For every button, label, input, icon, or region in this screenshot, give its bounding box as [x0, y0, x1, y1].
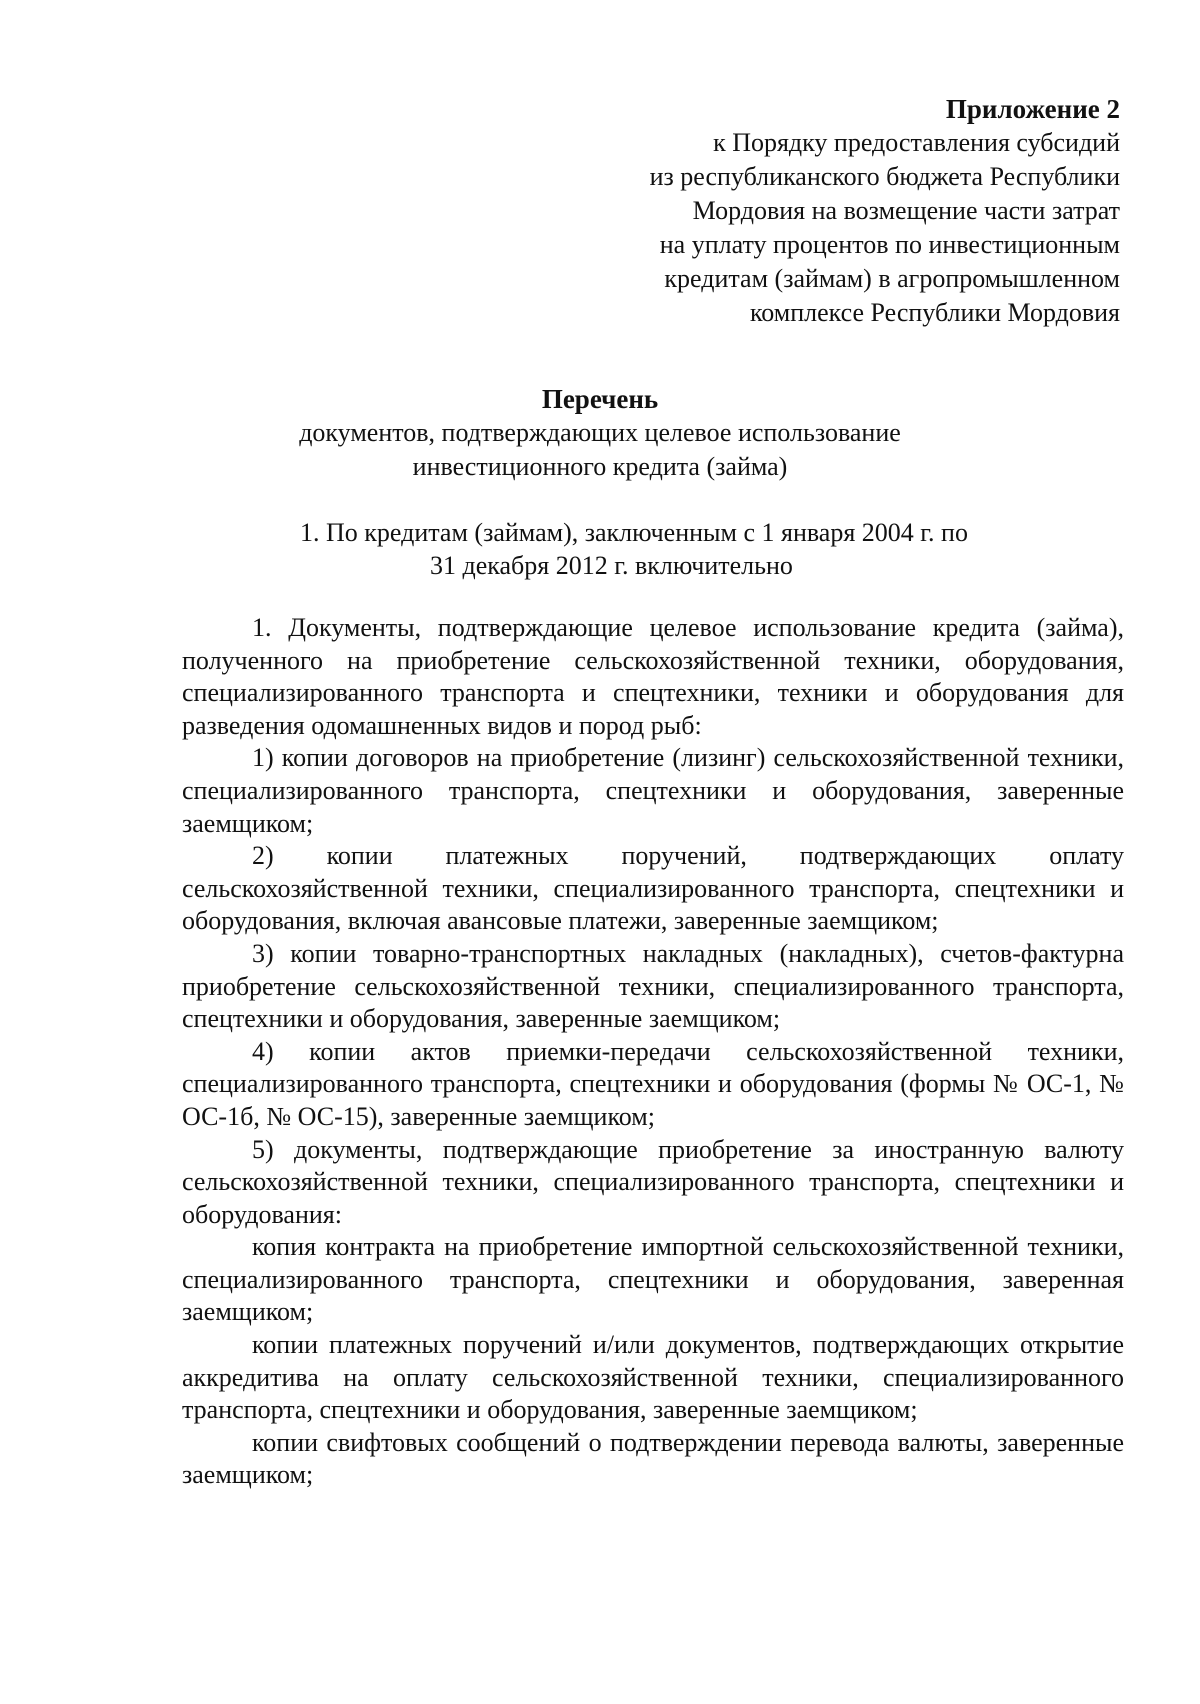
paragraph: 4) копии актов приемки-передачи сельскохозяйственной техники, специализированного транспорта, спецтехники и оборудования (формы № ОС-1, № ОС-1б, № ОС-15), заверенные заемщиком;	[182, 1036, 1124, 1131]
section-heading-line: 1. По кредитам (займам), заключенным с 1 января 2004 г. по	[300, 518, 968, 547]
document-heading	[0, 382, 1200, 484]
paragraph: 5) документы, подтверждающие приобретение за иностранную валюту сельскохозяйственной техники, специализированного транспорта, спецтехники и оборудования:	[182, 1134, 1124, 1229]
appendix-title: Приложение 2	[945, 94, 1120, 124]
paragraph: 1. Документы, подтверждающие целевое использование кредита (займа), полученного на приобретение сельскохозяйственной техники, оборудования, специализированного транспорта и спецтехники, техники и оборудования для разведения одомашненных видов и пород рыб:	[182, 613, 1124, 740]
paragraph: 2) копии платежных поручений, подтверждающих оплату сельскохозяйственной техники, специализированного транспорта, спецтехники и оборудования, включая авансовые платежи, заверенные заемщиком;	[182, 841, 1124, 936]
paragraph: 1) копии договоров на приобретение (лизинг) сельскохозяйственной техники, специализированного транспорта, спецтехники и оборудования, заверенные заемщиком;	[182, 743, 1124, 838]
paragraph: 3) копии товарно-транспортных накладных (накладных), счетов-фактурна приобретение сельскохозяйственной техники, специализированного транспорта, спецтехники и оборудования, заверенные заемщиком;	[182, 938, 1124, 1034]
appendix-line: Мордовия на возмещение части затрат	[692, 196, 1120, 225]
appendix-line: комплексе Республики Мордовия	[749, 298, 1120, 327]
appendix-line: кредитам (займам) в агропромышленном	[664, 264, 1120, 293]
appendix-line: на уплату процентов по инвестиционным	[659, 230, 1120, 259]
section-heading-line: 31 декабря 2012 г. включительно	[430, 551, 793, 580]
appendix-block	[480, 92, 1120, 330]
appendix-line: из республиканского бюджета Республики	[649, 162, 1120, 191]
document-body	[182, 612, 1124, 1492]
paragraph: копии платежных поручений и/или документов, подтверждающих открытие аккредитива на оплату сельскохозяйственной техники, специализированного транспорта, спецтехники и оборудования, заверенные заемщиком;	[182, 1330, 1124, 1425]
section-heading	[300, 516, 1100, 582]
appendix-line: к Порядку предоставления субсидий	[713, 128, 1120, 157]
heading-title: Перечень	[541, 384, 659, 414]
paragraph: копии свифтовых сообщений о подтверждении перевода валюты, заверенные заемщиком;	[182, 1427, 1124, 1490]
heading-subtitle-line: инвестиционного кредита (займа)	[412, 452, 788, 481]
heading-subtitle-line: документов, подтверждающих целевое использование	[299, 418, 901, 447]
paragraph: копия контракта на приобретение импортной сельскохозяйственной техники, специализированного транспорта, спецтехники и оборудования, заверенная заемщиком;	[182, 1232, 1124, 1327]
